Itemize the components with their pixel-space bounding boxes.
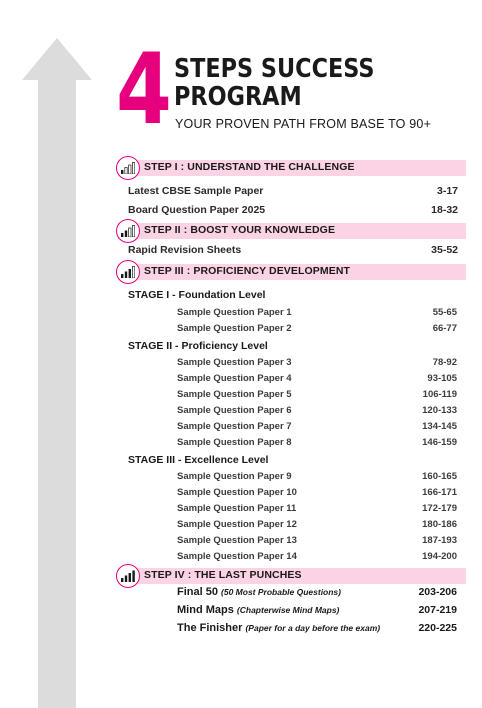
progress-arrow: [22, 38, 92, 708]
toc-title: Sample Question Paper 1: [177, 307, 292, 318]
page-subtitle: YOUR PROVEN PATH FROM BASE TO 90+: [175, 117, 432, 131]
signal-2-icon: [116, 219, 140, 243]
toc-title: Latest CBSE Sample Paper: [128, 185, 264, 197]
toc-pages: 172-179: [422, 503, 457, 514]
toc-title: Sample Question Paper 14: [177, 551, 297, 562]
toc-title: The Finisher: [177, 622, 243, 634]
toc-pages: 207-219: [418, 604, 457, 616]
toc-title: Sample Question Paper 5: [177, 389, 292, 400]
stage-1-label: STAGE I - Foundation Level: [128, 289, 266, 301]
toc-title: Sample Question Paper 8: [177, 437, 292, 448]
signal-4-icon: [116, 564, 140, 588]
signal-3-icon: [116, 260, 140, 284]
toc-title: Sample Question Paper 4: [177, 373, 292, 384]
toc-title: Sample Question Paper 9: [177, 471, 292, 482]
arrow-head: [22, 38, 92, 80]
toc-title: Final 50: [177, 586, 218, 598]
toc-title: Sample Question Paper 11: [177, 503, 297, 514]
toc-pages: 55-65: [432, 307, 457, 318]
toc-title: Sample Question Paper 12: [177, 519, 297, 530]
header-number: 4: [116, 33, 169, 147]
step-3-label: STEP III : PROFICIENCY DEVELOPMENT: [144, 265, 351, 277]
step-2-label: STEP II : BOOST YOUR KNOWLEDGE: [144, 224, 336, 236]
toc-pages: 203-206: [418, 586, 457, 598]
toc-title: Sample Question Paper 6: [177, 405, 292, 416]
toc-pages: 93-105: [427, 373, 457, 384]
step-bar-2: [118, 223, 466, 239]
step-bar-3: [118, 264, 466, 280]
toc-pages: 187-193: [422, 535, 457, 546]
stage-2-label: STAGE II - Proficiency Level: [128, 340, 268, 352]
toc-pages: 180-186: [422, 519, 457, 530]
step-bar-1: [118, 160, 466, 176]
toc-title: Sample Question Paper 2: [177, 323, 292, 334]
toc-title: Mind Maps: [177, 604, 234, 616]
toc-note: (Paper for a day before the exam): [245, 623, 381, 633]
toc-pages: 134-145: [422, 421, 457, 432]
toc-title: Sample Question Paper 10: [177, 487, 297, 498]
toc-pages: 78-92: [432, 357, 457, 368]
step-1-label: STEP I : UNDERSTAND THE CHALLENGE: [144, 161, 355, 173]
toc-note: (Chapterwise Mind Maps): [236, 605, 340, 615]
signal-1-icon: [116, 156, 140, 180]
step-4-label: STEP IV : THE LAST PUNCHES: [144, 569, 302, 581]
toc-title: Board Question Paper 2025: [128, 204, 266, 216]
toc-pages: 18-32: [431, 204, 458, 216]
toc-pages: 66-77: [432, 323, 457, 334]
stage-3-label: STAGE III - Excellence Level: [128, 454, 269, 466]
step-bar-4: [118, 568, 466, 584]
toc-pages: 160-165: [422, 471, 457, 482]
toc-pages: 146-159: [422, 437, 457, 448]
page-title-line1: STEPS SUCCESS: [174, 54, 375, 84]
toc-pages: 120-133: [422, 405, 457, 416]
toc-pages: 3-17: [436, 185, 458, 197]
toc-title: Rapid Revision Sheets: [128, 244, 242, 256]
toc-title: Sample Question Paper 3: [177, 357, 292, 368]
arrow-shaft: [38, 80, 76, 708]
page-title: [174, 55, 374, 111]
toc-title: Sample Question Paper 7: [177, 421, 292, 432]
page-title-line2: PROGRAM: [174, 82, 302, 112]
toc-pages: 106-119: [422, 389, 457, 400]
toc-pages: 194-200: [422, 551, 457, 562]
toc-pages: 35-52: [431, 244, 458, 256]
toc-note: (50 Most Probable Questions): [221, 587, 341, 597]
toc-title: Sample Question Paper 13: [177, 535, 297, 546]
toc-pages: 220-225: [418, 622, 457, 634]
toc-pages: 166-171: [422, 487, 457, 498]
